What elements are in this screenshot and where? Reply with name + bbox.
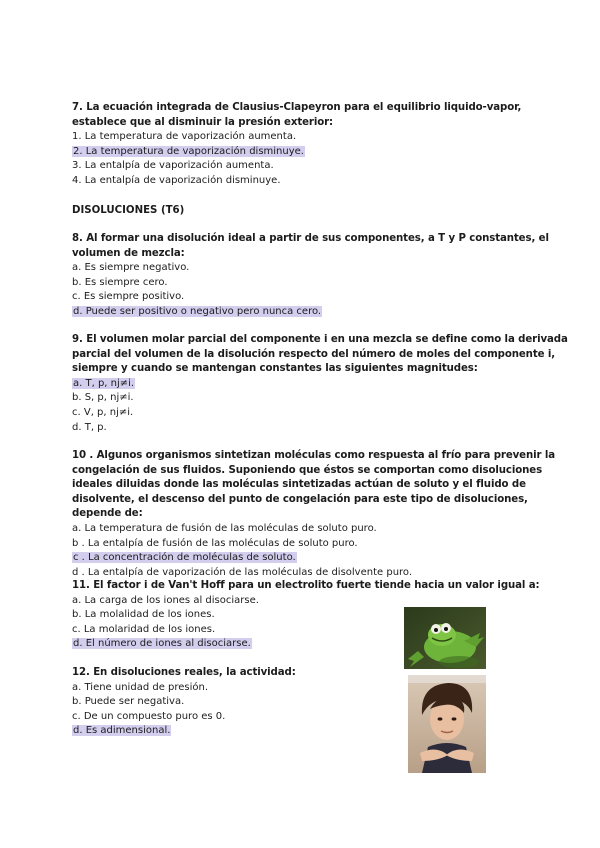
question-12-option-c: c. De un compuesto puro es 0. — [72, 710, 226, 722]
question-11-option-b: b. La molalidad de los iones. — [72, 609, 215, 621]
question-7-option-1: 1. La temperatura de vaporización aumenta. — [72, 131, 297, 143]
question-11 — [72, 579, 572, 652]
question-8-option-d: d. Puede ser positivo o negativo pero nunca cero. — [73, 305, 322, 317]
question-9-option-b: b. S, p, nj≠i. — [72, 392, 134, 404]
question-12 — [72, 666, 572, 739]
question-11-option-a: a. La carga de los iones al disociarse. — [72, 594, 259, 606]
question-8-option-a: a. Es siempre negativo. — [72, 262, 190, 274]
question-12-option-a: a. Tiene unidad de presión. — [72, 681, 209, 693]
question-8-title: 8. Al formar una disolución ideal a partir de sus componentes, a T y P constantes, el volumen de mezcla: — [72, 233, 549, 259]
question-11-title: 11. El factor i de Van't Hoff para un electrolito fuerte tiende hacia un valor igual a: — [72, 580, 540, 591]
question-10-option-c: c . La concentración de moléculas de soluto. — [73, 552, 296, 564]
person-portrait-sticker — [408, 675, 486, 773]
question-7 — [72, 101, 572, 189]
question-9-option-a: a. T, p, nj≠i. — [73, 377, 135, 389]
question-10-title: 10 . Algunos organismos sintetizan moléculas como respuesta al frío para prevenir la congelación de sus fluidos. Suponiendo que éstos se comportan como disoluciones ideales diluidas donde las moléculas sintetizadas actúan de soluto y el fluido de disolvente, el descenso del punto de congelación para este tipo de disoluciones, depende de: — [72, 450, 556, 520]
question-12-title: 12. En disoluciones reales, la actividad: — [72, 667, 296, 678]
question-10-option-d: d . La entalpía de vaporización de las moléculas de disolvente puro. — [72, 566, 413, 578]
question-8-option-b: b. Es siempre cero. — [72, 276, 168, 288]
question-8 — [72, 232, 572, 320]
question-10-option-a: a. La temperatura de fusión de las moléculas de soluto puro. — [72, 522, 377, 534]
question-12-option-d: d. Es adimensional. — [73, 725, 171, 737]
question-10 — [72, 449, 572, 580]
kermit-frog-sticker — [404, 607, 486, 669]
question-10-option-b: b . La entalpía de fusión de las moléculas de soluto puro. — [72, 537, 358, 549]
question-9 — [72, 333, 572, 435]
question-9-option-c: c. V, p, nj≠i. — [72, 406, 134, 418]
question-11-option-d: d. El número de iones al disociarse. — [73, 638, 251, 650]
question-7-title: 7. La ecuación integrada de Clausius-Clapeyron para el equilibrio liquido-vapor, establece que al disminuir la presión exterior: — [72, 102, 522, 128]
question-7-option-2: 2. La temperatura de vaporización disminuye. — [73, 145, 304, 157]
question-7-option-3: 3. La entalpía de vaporización aumenta. — [72, 160, 274, 172]
question-11-option-c: c. La molaridad de los iones. — [72, 623, 216, 635]
question-9-option-d: d. T, p. — [72, 421, 107, 433]
section-title: DISOLUCIONES (T6) — [72, 205, 185, 216]
question-9-title: 9. El volumen molar parcial del componente i en una mezcla se define como la derivada parcial del volumen de la disolución respecto del número de moles del componente i, siempre y cuando se mantengan constantes las siguientes magnitudes: — [72, 334, 568, 375]
question-7-option-4: 4. La entalpía de vaporización disminuye. — [72, 174, 281, 186]
question-12-option-b: b. Puede ser negativa. — [72, 696, 185, 708]
question-8-option-c: c. Es siempre positivo. — [72, 291, 185, 303]
